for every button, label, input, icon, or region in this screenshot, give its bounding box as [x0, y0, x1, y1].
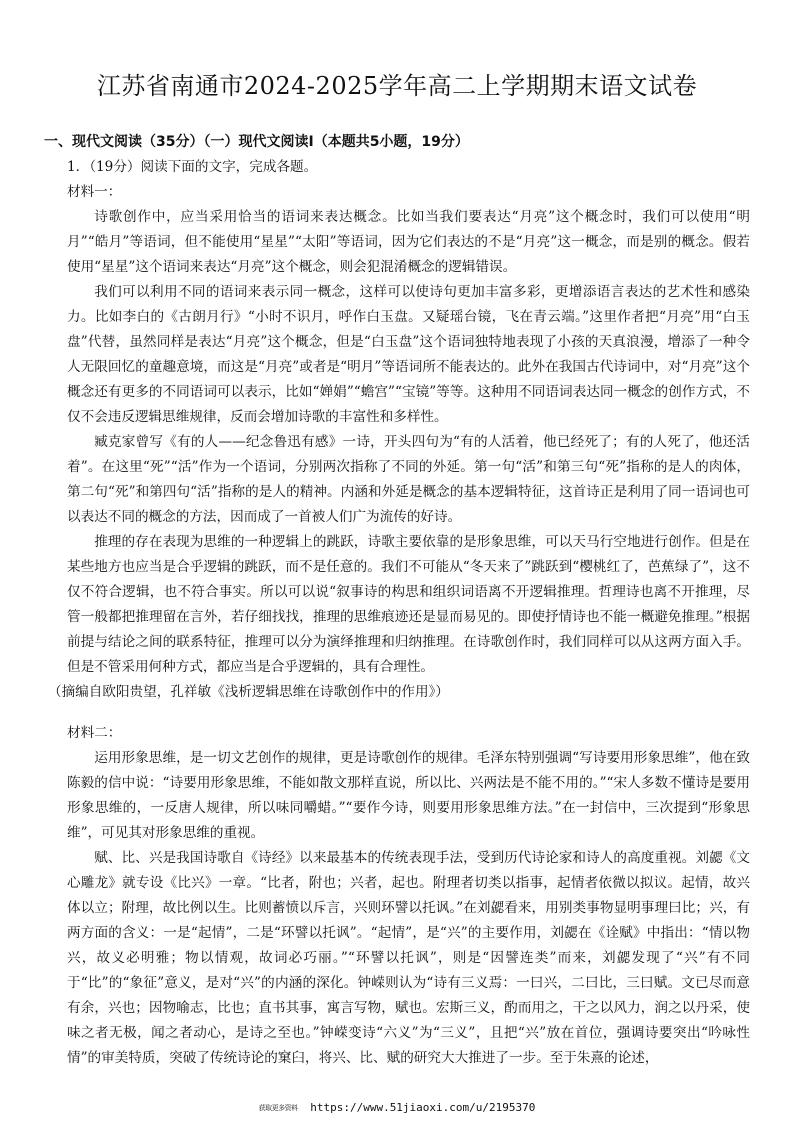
- material2-paragraph-1: 运用形象思维，是一切文艺创作的规律，更是诗歌创作的规律。毛泽东特别强调“写诗要用形象思维”，他在致陈毅的信中说：“诗要用形象思维，不能如散文那样直说，所以比、兴两法是不能不用的。”“宋人多数不懂诗是要用形象思维的，一反唐人规律，所以味同嚼蜡。”“要作今诗，则要用形象思维方法。”在一封信中，三次提到“形象思维”，可见其对形象思维的重视。: [67, 750, 750, 841]
- document-body: [44, 130, 750, 1071]
- material2-label: 材料二：: [67, 725, 122, 741]
- material1-paragraph-2: 我们可以利用不同的语词来表示同一概念，这样可以使诗句更加丰富多彩，更增添语言表达的艺术性和感染力。比如李白的《古朗月行》“小时不识月，呼作白玉盘。又疑瑶台镜，飞在青云端。”这里作者把“月亮”用“白玉盘”代替，虽然同样是表达“月亮”这个概念，但是“白玉盘”这个语词独特地表现了小孩的天真浪漫，增添了一种令人无限回忆的童趣意境，而这是“月亮”或者是“明月”等语词所不能表达的。此外在我国古代诗词中，对“月亮”这个概念还有更多的不同语词可以表示，比如“婵娟”“蟾宫”“宝镜”等等。这种用不同语词表达同一概念的创作方式，不仅不会违反逻辑思维规律，反而会增加诗歌的丰富性和多样性。: [67, 284, 750, 425]
- spacer: [44, 705, 750, 721]
- material1-paragraph-3: 臧克家曾写《有的人——纪念鲁迅有感》一诗，开头四句为“有的人活着，他已经死了；有的人死了，他还活着”。在这里“死”“活”作为一个语词，分别两次指称了不同的外延。第一句“活”和第三句“死”指称的是人的肉体，第二句“死”和第四句“活”指称的是人的精神。内涵和外延是概念的基本逻辑特征，这首诗正是利用了同一语词也可以表达不同的概念的方法，因而成了一首被人们广为流传的好诗。: [67, 434, 750, 525]
- material1-paragraph-1: 诗歌创作中，应当采用恰当的语词来表达概念。比如当我们要表达“月亮”这个概念时，我们可以使用“明月”“皓月”等语词，但不能使用“星星”“太阳”等语词，因为它们表达的不是“月亮”这一概念，而是别的概念。假若使用“星星”这个语词来表达“月亮”这个概念，则会犯混淆概念的逻辑错误。: [67, 209, 750, 275]
- footer-watermark: 获取更多资料: [258, 1104, 298, 1112]
- section-heading: 一、现代文阅读（35分）（一）现代文阅读Ⅰ（本题共5小题，19分）: [44, 134, 469, 150]
- document-title: 江苏省南通市2024-2025学年高二上学期期末语文试卷: [96, 72, 698, 100]
- material1-label: 材料一：: [67, 184, 122, 200]
- material1-paragraph-4: 推理的存在表现为思维的一种逻辑上的跳跃，诗歌主要依靠的是形象思维，可以天马行空地进行创作。但是在某些地方也应当是合乎逻辑的跳跃，而不是任意的。我们不可能从“冬天来了”跳跃到“樱桃红了，芭蕉绿了”，这不仅不符合逻辑，也不符合事实。所以可以说“叙事诗的构思和组织词语离不开逻辑推理。哲理诗也离不开推理，尽管一般都把推理留在言外，若仔细找找，推理的思维痕迹还是显而易见的。即使抒情诗也不能一概避免推理。”根据前提与结论之间的联系特征，推理可以分为演绎推理和归纳推理。在诗歌创作时，我们同样可以从这两方面入手。但是不管采用何种方式，都应当是合乎逻辑的，具有合理性。: [67, 534, 750, 675]
- page-footer: [0, 1101, 794, 1114]
- question-intro: 1．（19分）阅读下面的文字，完成各题。: [67, 159, 318, 175]
- material2-paragraph-2: 赋、比、兴是我国诗歌自《诗经》以来最基本的传统表现手法，受到历代诗论家和诗人的高度重视。刘勰《文心雕龙》就专设《比兴》一章。“比者，附也；兴者，起也。附理者切类以指事，起情者依微以拟议。起情，故兴体以立；附理，故比例以生。比则蓄愤以斥言，兴则环譬以托讽。”在刘勰看来，用别类事物显明事理曰比；兴，有两方面的含义：一是“起情”，二是“环譬以托讽”。“起情”，是“兴”的主要作用，刘勰在《诠赋》中指出：“情以物兴，故义必明雅；物以情观，故词必巧丽。”“环譬以托讽”，则是“因譬连类”而来，刘勰发现了“兴”有不同于“比”的“象征”意义，是对“兴”的内涵的深化。钟嵘则认为“诗有三义焉：一曰兴，二曰比，三曰赋。文已尽而意有余，兴也；因物喻志，比也；直书其事，寓言写物，赋也。宏斯三义，酌而用之，干之以风力，润之以丹采，使味之者无极，闻之者动心，是诗之至也。”钟嵘变诗“六义”为“三义”，且把“兴”放在首位，强调诗要突出“吟咏性情”的审美特质，突破了传统诗论的窠臼，将兴、比、赋的研究大大推进了一步。至于朱熹的论述，: [67, 850, 750, 1066]
- material1-citation: （摘编自欧阳贵望，孔祥敏《浅析逻辑思维在诗歌创作中的作用》）: [48, 684, 450, 700]
- footer-url[interactable]: https://www.51jiaoxi.com/u/2195370: [310, 1101, 536, 1114]
